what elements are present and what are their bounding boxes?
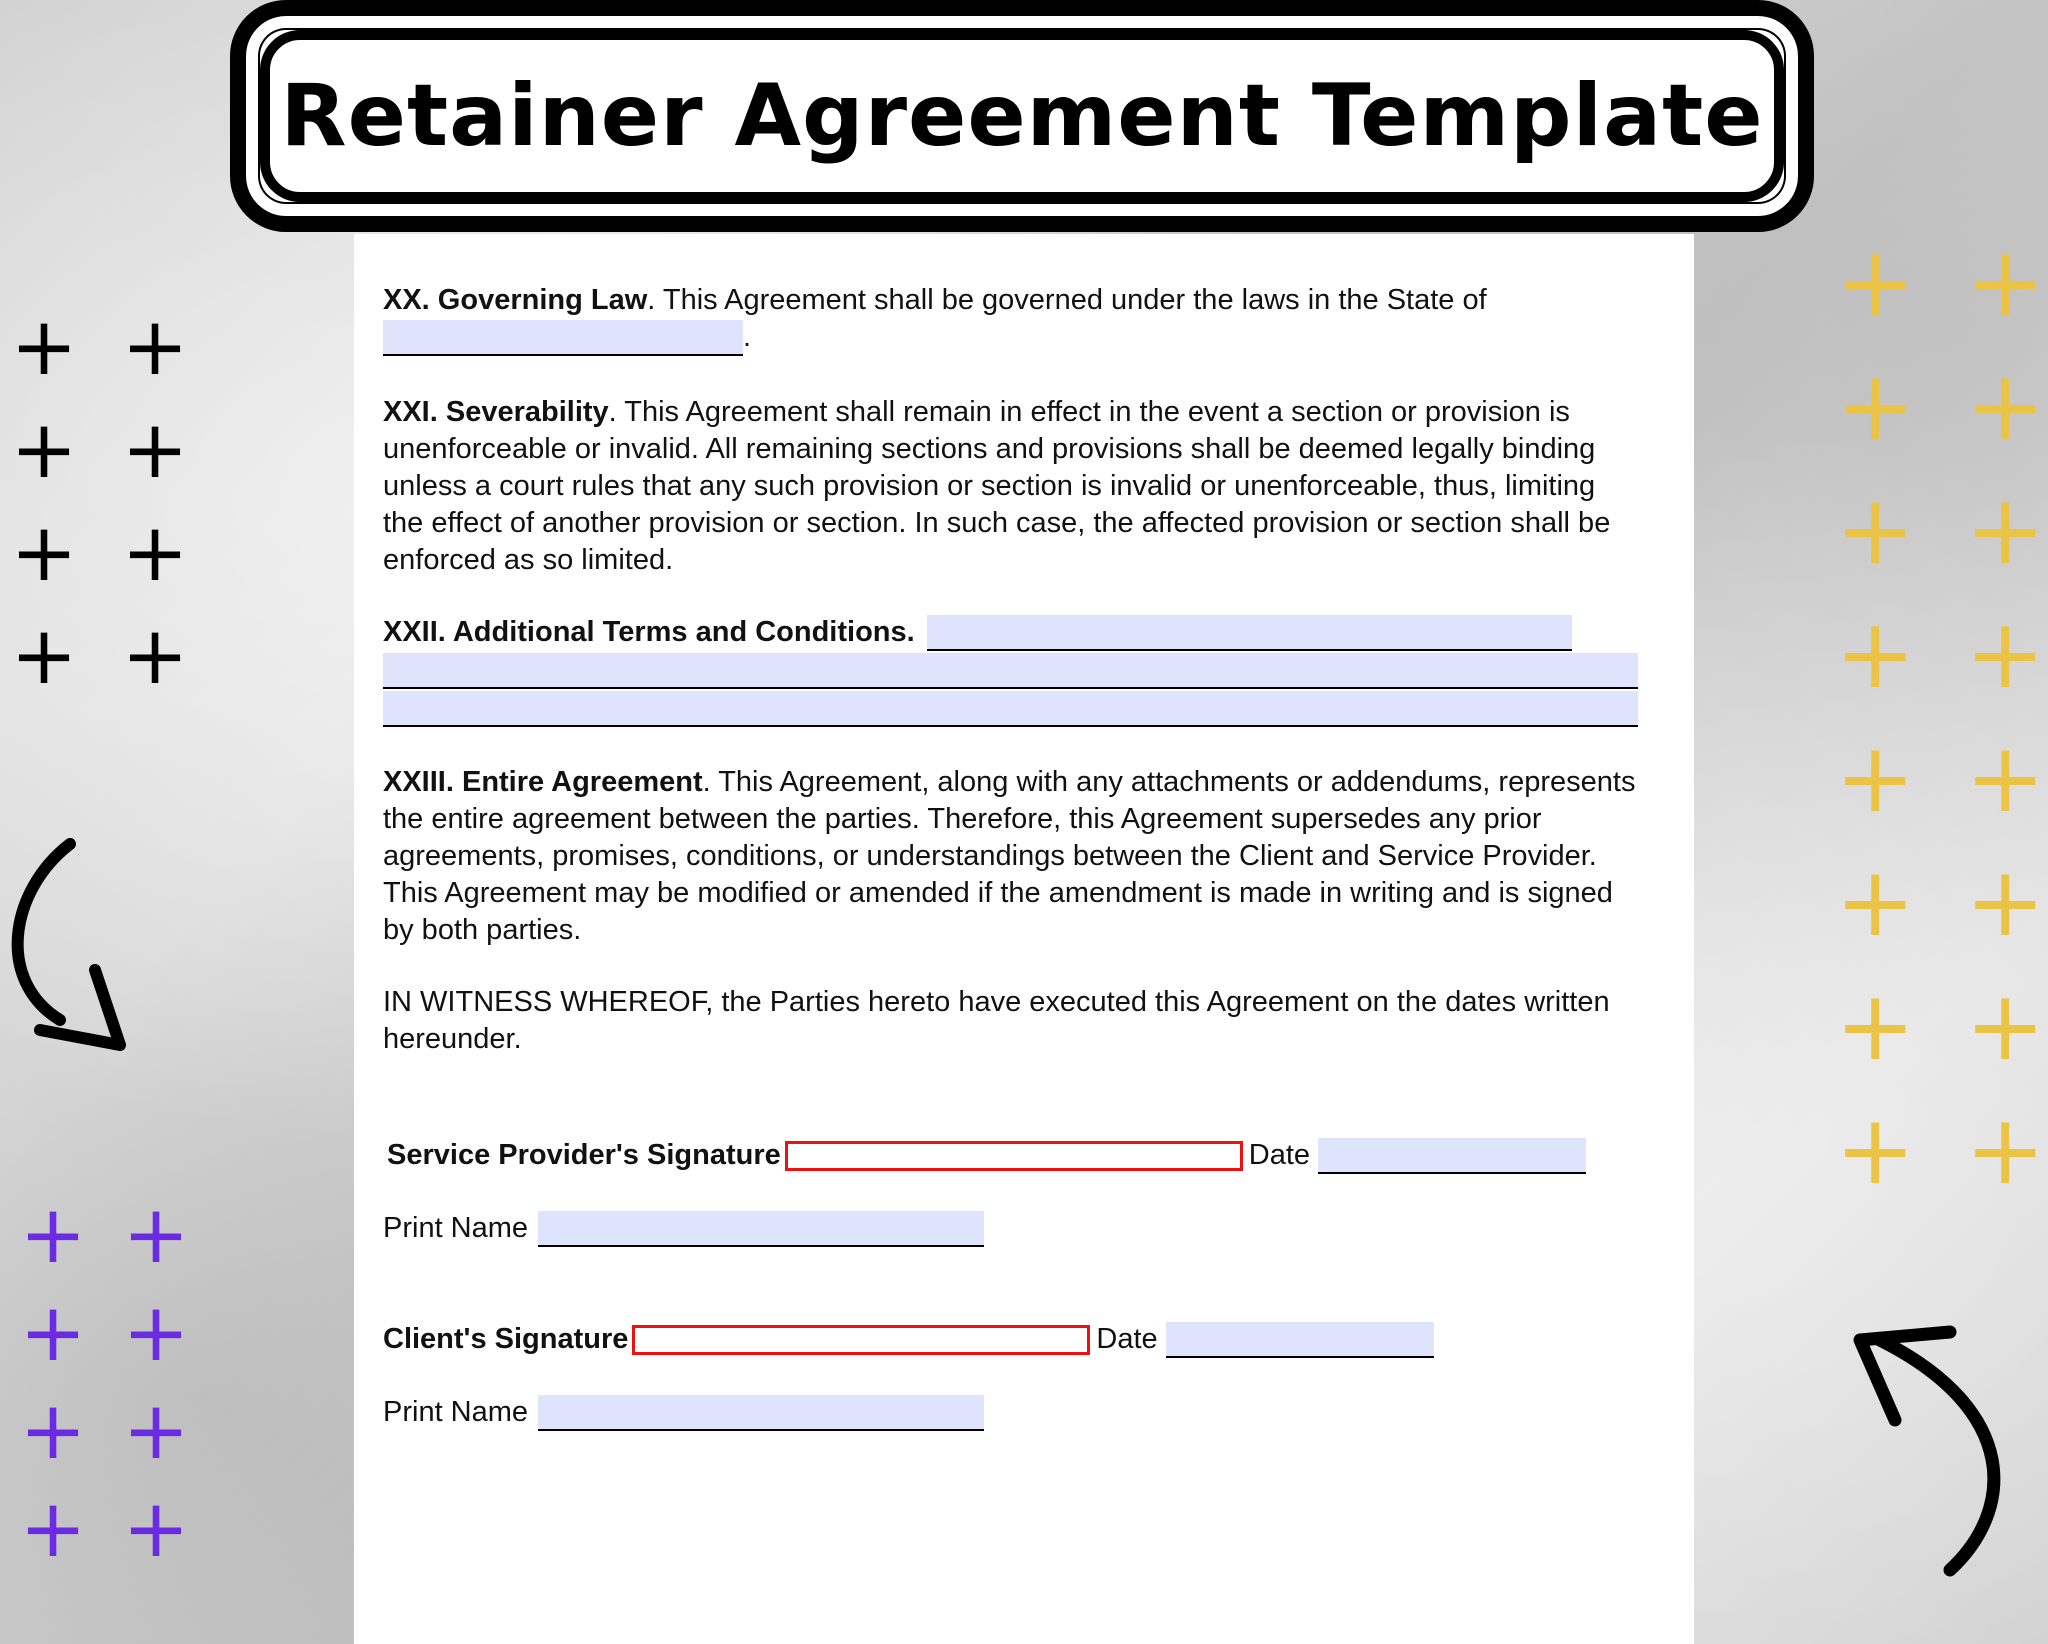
client-signature-row (383, 1321, 1434, 1358)
provider-signature-label: Service Provider's Signature (387, 1139, 781, 1171)
plus-icon: + (1835, 970, 1916, 1082)
plus-icon: + (10, 300, 78, 393)
severability-heading: XXI. Severability (383, 396, 609, 428)
plus-icon: + (1965, 350, 2046, 462)
plus-icon: + (122, 1482, 190, 1575)
plus-icon: + (10, 403, 78, 496)
client-print-name-label: Print Name (383, 1396, 529, 1428)
plus-icon: + (121, 403, 189, 496)
plus-icon: + (1835, 598, 1916, 710)
page-title: Retainer Agreement Template (280, 66, 1764, 166)
plus-icon: + (1965, 474, 2046, 586)
curved-arrow-icon (0, 830, 140, 1060)
state-field[interactable] (383, 320, 743, 356)
entire-agreement-section (383, 764, 1643, 949)
additional-terms-heading: XXII. Additional Terms and Conditions. (383, 616, 915, 648)
provider-print-name-label: Print Name (383, 1212, 529, 1244)
provider-signature-field[interactable] (785, 1141, 1243, 1171)
provider-date-field[interactable] (1318, 1138, 1586, 1174)
plus-icon: + (1965, 722, 2046, 834)
provider-date-label: Date (1248, 1139, 1311, 1171)
additional-terms-field-2[interactable] (383, 653, 1638, 689)
severability-section (383, 394, 1633, 579)
plus-icon: + (1965, 226, 2046, 338)
plus-icon: + (1835, 846, 1916, 958)
plus-icon: + (121, 300, 189, 393)
witness-statement: IN WITNESS WHEREOF, the Parties hereto have executed this Agreement on the dates written hereunder. (383, 986, 1610, 1055)
client-date-label: Date (1096, 1323, 1158, 1355)
additional-terms-field-3[interactable] (383, 691, 1638, 727)
severability-text: . This Agreement shall remain in effect in the event a section or provision is unenforceable or invalid. All remaining sections and provisions shall be deemed legally binding unless a court rules that any such provision or section is invalid or unenforceable, thus, limiting the effect of another provision or section. In such case, the affected provision or section shall be enforced as so limited. (383, 396, 1611, 576)
plus-icon: + (1965, 970, 2046, 1082)
plus-icon: + (19, 1482, 87, 1575)
plus-icon: + (121, 609, 189, 702)
entire-agreement-text: . This Agreement, along with any attachments or addendums, represents the entire agreement between the parties. Therefore, this Agreement supersedes any prior agreements, promises, conditions, or understandings between the Client and Service Provider. This Agreement may be modified or amended if the amendment is made in writing and is signed by both parties. (383, 766, 1636, 946)
plus-icon: + (19, 1188, 87, 1281)
plus-icon: + (1835, 1094, 1916, 1206)
plus-icon: + (1965, 846, 2046, 958)
plus-icon: + (1835, 350, 1916, 462)
provider-signature-row (387, 1137, 1586, 1174)
plus-icon: + (122, 1286, 190, 1379)
plus-icon: + (121, 506, 189, 599)
plus-icon: + (122, 1384, 190, 1477)
plus-icon: + (1835, 226, 1916, 338)
plus-icon: + (122, 1188, 190, 1281)
plus-icon: + (10, 506, 78, 599)
governing-law-heading: XX. Governing Law (383, 284, 648, 316)
plus-icon: + (19, 1286, 87, 1379)
plus-icon: + (19, 1384, 87, 1477)
governing-law-text: . This Agreement shall be governed under the laws in the State of (647, 284, 1487, 316)
client-signature-label: Client's Signature (383, 1323, 629, 1355)
provider-print-name-row (383, 1210, 984, 1247)
plus-icon: + (1835, 474, 1916, 586)
additional-terms-section (383, 614, 1643, 727)
additional-terms-field-1[interactable] (927, 615, 1572, 651)
client-signature-field[interactable] (632, 1325, 1090, 1355)
plus-icon: + (1965, 1094, 2046, 1206)
governing-law-section: XX. Governing Law. This Agreement shall be governed under the laws in the State of . (383, 282, 1633, 356)
client-date-field[interactable] (1166, 1322, 1434, 1358)
plus-icon: + (1835, 722, 1916, 834)
plus-icon: + (10, 609, 78, 702)
curved-arrow-icon (1840, 1320, 2020, 1580)
entire-agreement-heading: XXIII. Entire Agreement (383, 766, 703, 798)
provider-print-name-field[interactable] (538, 1211, 984, 1247)
plus-icon: + (1965, 598, 2046, 710)
client-print-name-row (383, 1394, 984, 1431)
client-print-name-field[interactable] (538, 1395, 984, 1431)
title-banner (230, 0, 1814, 232)
